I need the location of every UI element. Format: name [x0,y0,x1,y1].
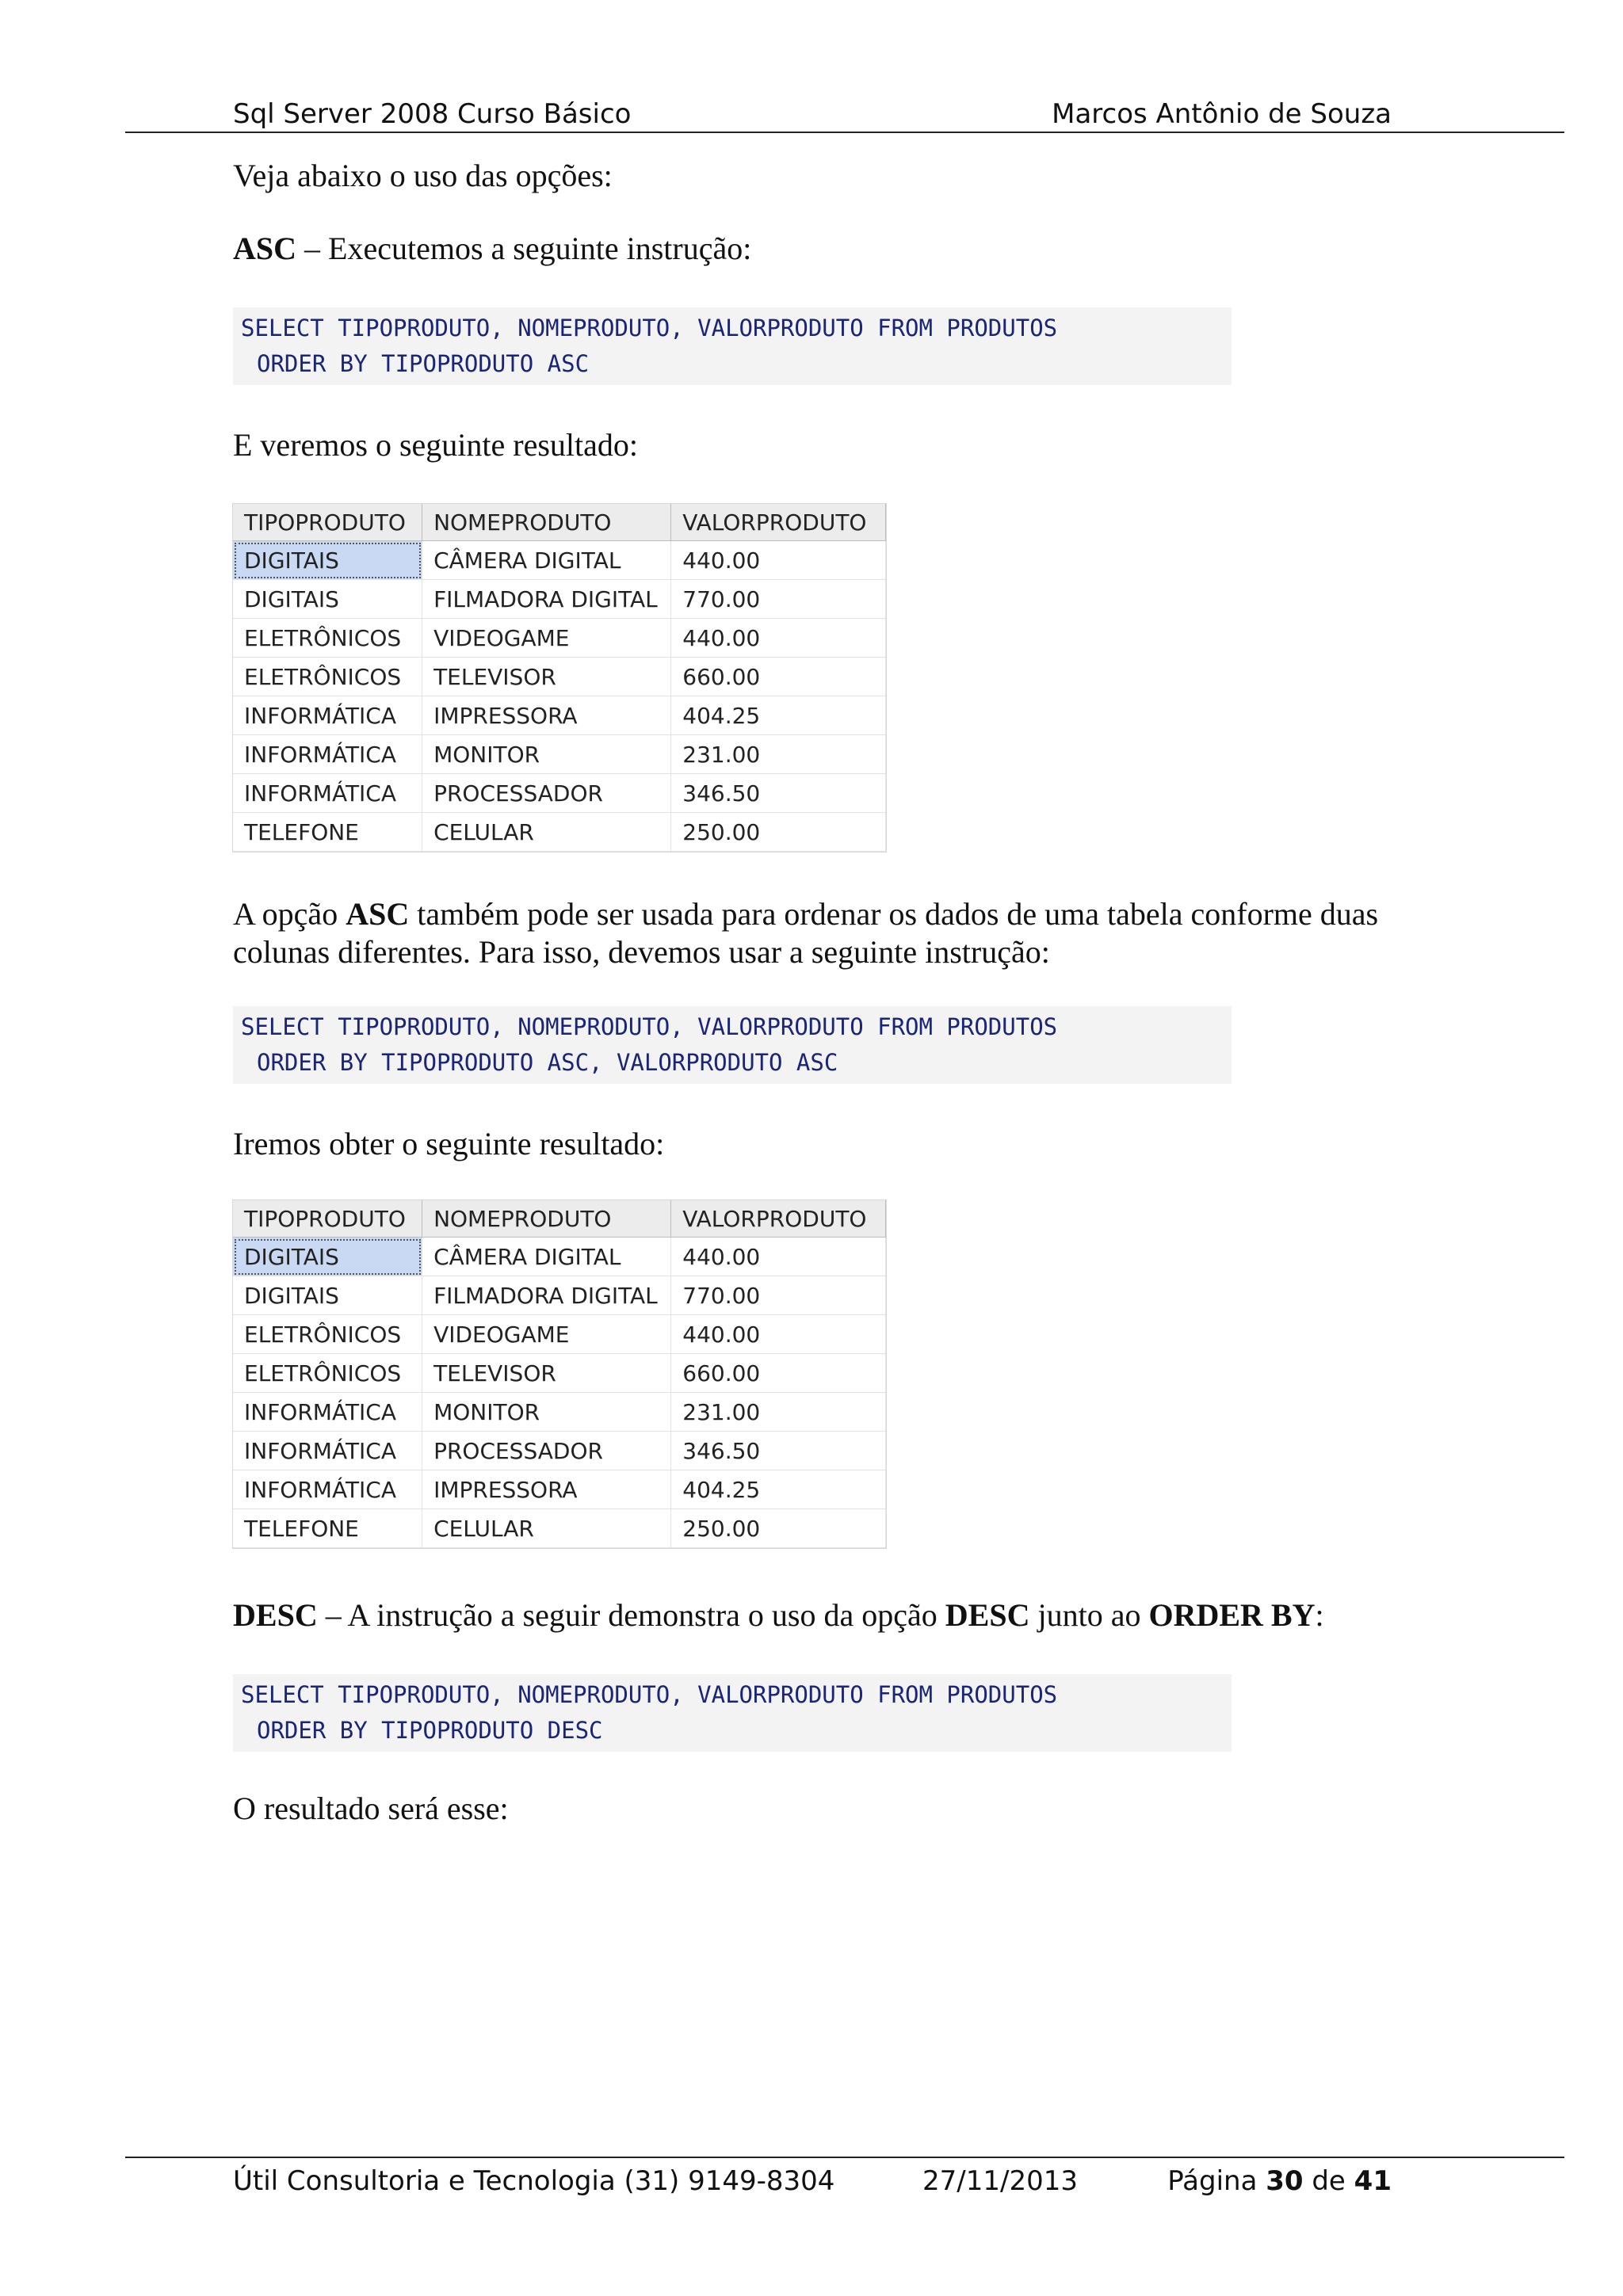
table-row [233,541,886,580]
asc-two-keyword: ASC [346,896,410,932]
grid-cell[interactable]: 404.25 [671,696,886,735]
code-block-asc-two [233,1006,1232,1084]
grid-cell[interactable]: ELETRÔNICOS [233,1315,422,1354]
grid-cell[interactable]: TELEVISOR [422,1354,671,1393]
grid-cell[interactable]: 440.00 [671,1238,886,1276]
grid-cell[interactable]: INFORMÁTICA [233,696,422,735]
column-header-tipoproduto[interactable]: TIPOPRODUTO [233,504,422,541]
table-row [233,696,886,735]
grid-cell[interactable]: 231.00 [671,735,886,774]
grid-cell[interactable]: VIDEOGAME [422,619,671,658]
page-label: Página [1167,2165,1266,2197]
grid-cell[interactable]: TELEFONE [233,813,422,852]
grid-cell-selected[interactable]: DIGITAIS [233,541,422,580]
grid-cell[interactable]: MONITOR [422,1393,671,1432]
code-line: ORDER BY TIPOPRODUTO DESC [257,1717,603,1744]
table-row [233,1432,886,1470]
code-block-asc [233,307,1232,385]
grid-cell[interactable]: INFORMÁTICA [233,1470,422,1509]
grid-cell[interactable]: DIGITAIS [233,1276,422,1315]
desc-keyword-2: DESC [945,1597,1030,1633]
desc-keyword: DESC [233,1597,318,1633]
grid-cell[interactable]: TELEFONE [233,1509,422,1548]
grid-cell[interactable]: 440.00 [671,1315,886,1354]
asc-two-pre: A opção [233,896,346,932]
column-header-nomeproduto[interactable]: NOMEPRODUTO [422,504,671,541]
footer-rule [125,2157,1564,2158]
grid-cell[interactable]: PROCESSADOR [422,1432,671,1470]
order-by-keyword: ORDER BY [1148,1597,1316,1633]
table-row [233,1276,886,1315]
grid-cell[interactable]: ELETRÔNICOS [233,658,422,696]
desc-text-1: – A instrução a seguir demonstra o uso da opção [317,1597,945,1633]
table-row [233,1470,886,1509]
results-grid-1 [233,504,886,852]
grid-cell[interactable]: CÂMERA DIGITAL [422,541,671,580]
grid-cell[interactable]: CELULAR [422,813,671,852]
asc-two-columns-text [233,895,1438,971]
grid-header-row [233,504,886,541]
grid-cell[interactable]: FILMADORA DIGITAL [422,1276,671,1315]
table-row [233,774,886,813]
page-total: 41 [1354,2165,1392,2197]
result-intro-3: O resultado será esse: [233,1791,509,1826]
results-grid-2 [233,1200,886,1548]
grid-cell[interactable]: 770.00 [671,580,886,619]
grid-cell[interactable]: 770.00 [671,1276,886,1315]
grid-cell[interactable]: IMPRESSORA [422,696,671,735]
grid-cell[interactable]: FILMADORA DIGITAL [422,580,671,619]
grid-cell[interactable]: TELEVISOR [422,658,671,696]
grid-cell[interactable]: 346.50 [671,774,886,813]
grid-cell-selected[interactable]: DIGITAIS [233,1238,422,1276]
table-row [233,1509,886,1548]
code-block-desc [233,1674,1232,1752]
grid-cell[interactable]: ELETRÔNICOS [233,1354,422,1393]
grid-header-row [233,1200,886,1238]
column-header-valorproduto[interactable]: VALORPRODUTO [671,504,886,541]
desc-text-2: junto ao [1029,1597,1149,1633]
asc-two-post: também pode ser usada para ordenar os dados de uma tabela conforme duas colunas diferentes. Para isso, devemos usar a seguinte instrução: [233,896,1379,970]
table-row [233,580,886,619]
table-row [233,1315,886,1354]
table-row [233,813,886,852]
grid-cell[interactable]: INFORMÁTICA [233,774,422,813]
grid-cell[interactable]: PROCESSADOR [422,774,671,813]
code-line: SELECT TIPOPRODUTO, NOMEPRODUTO, VALORPRODUTO FROM PRODUTOS [241,1681,1058,1708]
page-current: 30 [1266,2165,1304,2197]
result-intro-1: E veremos o seguinte resultado: [233,427,638,463]
header-rule [125,132,1564,133]
footer-date: 27/11/2013 [922,2165,1078,2197]
table-row [233,1354,886,1393]
grid-cell[interactable]: CELULAR [422,1509,671,1548]
page-of-label: de [1303,2165,1354,2197]
grid-cell[interactable]: 440.00 [671,541,886,580]
column-header-tipoproduto[interactable]: TIPOPRODUTO [233,1200,422,1238]
grid-cell[interactable]: 660.00 [671,1354,886,1393]
table-row [233,735,886,774]
code-line: SELECT TIPOPRODUTO, NOMEPRODUTO, VALORPRODUTO FROM PRODUTOS [241,1013,1058,1040]
grid-cell[interactable]: 660.00 [671,658,886,696]
grid-cell[interactable]: INFORMÁTICA [233,1393,422,1432]
grid-cell[interactable]: ELETRÔNICOS [233,619,422,658]
grid-cell[interactable]: VIDEOGAME [422,1315,671,1354]
grid-cell[interactable]: 250.00 [671,1509,886,1548]
code-line: ORDER BY TIPOPRODUTO ASC, VALORPRODUTO ASC [257,1049,838,1076]
code-line: ORDER BY TIPOPRODUTO ASC [257,350,590,377]
asc-heading-text: – Executemos a seguinte instrução: [296,231,752,266]
header-author: Marcos Antônio de Souza [1052,98,1392,130]
footer-company: Útil Consultoria e Tecnologia (31) 9149-8304 [233,2165,835,2197]
result-intro-2: Iremos obter o seguinte resultado: [233,1126,665,1161]
grid-cell[interactable]: DIGITAIS [233,580,422,619]
table-row [233,619,886,658]
grid-cell[interactable]: 250.00 [671,813,886,852]
column-header-nomeproduto[interactable]: NOMEPRODUTO [422,1200,671,1238]
asc-heading [233,230,1438,268]
table-row [233,658,886,696]
grid-cell[interactable]: 346.50 [671,1432,886,1470]
grid-cell[interactable]: CÂMERA DIGITAL [422,1238,671,1276]
code-line: SELECT TIPOPRODUTO, NOMEPRODUTO, VALORPRODUTO FROM PRODUTOS [241,315,1058,341]
grid-cell[interactable]: 404.25 [671,1470,886,1509]
grid-cell[interactable]: INFORMÁTICA [233,1432,422,1470]
table-row [233,1393,886,1432]
grid-cell[interactable]: 440.00 [671,619,886,658]
desc-heading [233,1596,1438,1634]
grid-cell[interactable]: INFORMÁTICA [233,735,422,774]
desc-end: : [1315,1597,1324,1633]
asc-keyword: ASC [233,231,297,266]
grid-cell[interactable]: MONITOR [422,735,671,774]
table-row [233,1238,886,1276]
grid-cell[interactable]: IMPRESSORA [422,1470,671,1509]
grid-cell[interactable]: 231.00 [671,1393,886,1432]
header-course-title: Sql Server 2008 Curso Básico [233,98,632,130]
intro-text: Veja abaixo o uso das opções: [233,158,613,193]
footer-page-number [1167,2165,1392,2197]
column-header-valorproduto[interactable]: VALORPRODUTO [671,1200,886,1238]
